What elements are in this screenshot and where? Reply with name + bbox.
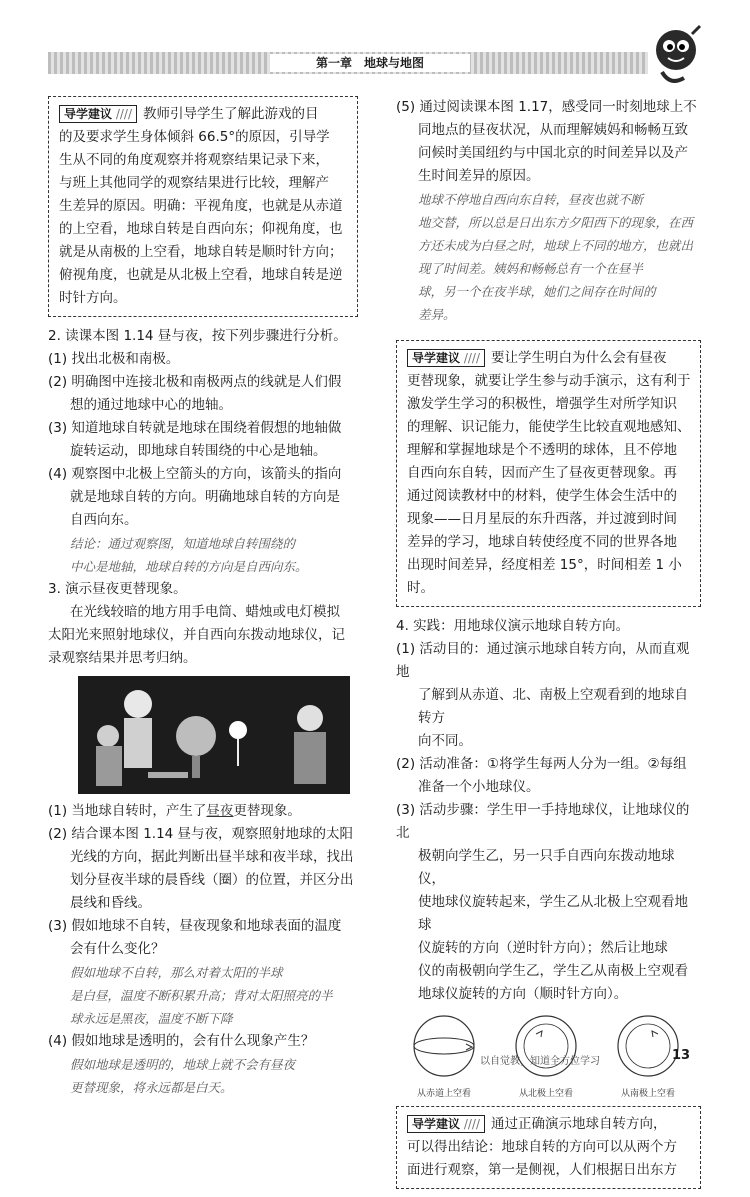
q3-line: 在光线较暗的地方用手电筒、蜡烛或电灯模拟 [70, 604, 340, 620]
step-line: (1) 找出北极和南极。 [48, 351, 180, 367]
guide-label: 导学建议 //// [59, 105, 137, 123]
step-line: 自西向东。 [70, 512, 138, 528]
handwritten-answer: 地球不停地自西向东自转，昼夜也就不断 [418, 192, 644, 207]
q5-line: 生时间差异的原因。 [418, 168, 540, 184]
mascot-icon [648, 20, 708, 90]
handwritten-answer: 结论：通过观察图，知道地球自转围绕的 [70, 536, 296, 551]
handwritten-answer: 地交替，所以总是日出东方夕阳西下的现象，在西 [418, 215, 694, 230]
question-4-title: 4. 实践：用地球仪演示地球自转方向。 [396, 618, 630, 634]
guide-text-line: 可以得出结论：地球自转的方向可以从两个方 [407, 1139, 677, 1155]
handwritten-answer: 方还未成为白昼之时，地球上不同的地方，也就出 [418, 238, 694, 253]
step-line: (2) 明确图中连接北极和南极两点的线就是人们假 [48, 374, 342, 390]
q4-line: 向不同。 [418, 733, 472, 749]
handwritten-answer: 差异。 [418, 307, 456, 322]
guide-box-3 [396, 1106, 701, 1189]
guide-label: 导学建议 //// [407, 349, 485, 367]
globe-south-pole-view [618, 1016, 678, 1076]
guide-label: 导学建议 //// [407, 1115, 485, 1133]
q3-sub2-line: 光线的方向，据此判断出昼半球和夜半球，找出 [70, 849, 354, 865]
q4-line: 使地球仪旋转起来，学生乙从北极上空观看地球 [418, 894, 688, 933]
handwritten-answer: 球，另一个在夜半球，她们之间存在时间的 [418, 284, 656, 299]
q5-line: (5) 通过阅读课本图 1.17，感受同一时刻地球上不 [396, 99, 697, 115]
step-line: 想的通过地球中心的地轴。 [70, 397, 232, 413]
guide-text-line: 通过正确演示地球自转方向， [491, 1116, 667, 1132]
guide-text-line: 差异的学习，地球自转使经度不同的世界各地 [407, 534, 677, 550]
guide-box-2 [396, 340, 701, 607]
guide-text-line: 时针方向。 [59, 290, 127, 306]
q3-sub2-line: (2) 结合课本图 1.14 昼与夜，观察照射地球的太阳 [48, 826, 354, 842]
q5-line: 同地点的昼夜状况，从而理解姨妈和畅畅互致 [418, 122, 688, 138]
guide-text-line: 理解和掌握地球是个不透明的球体，且不停地 [407, 442, 677, 458]
guide-text-line: 自西向东自转，因而产生了昼夜更替现象。再 [407, 465, 677, 481]
q3-line: 录观察结果并思考归纳。 [48, 650, 197, 666]
guide-box-1 [48, 96, 358, 317]
guide-text-line: 出现时间差异，经度相差 15°，时间相差 1 小时。 [407, 557, 682, 596]
globe-caption: 从南极上空看 [620, 1089, 676, 1099]
handwritten-answer: 假如地球是透明的，地球上就不会有昼夜 [70, 1057, 296, 1072]
guide-text-line: 的上空看，地球自转是自西向东；仰视角度，也 [59, 221, 343, 237]
q3-sub2-line: 晨线和昏线。 [70, 895, 151, 911]
globe-caption: 从赤道上空看 [416, 1089, 472, 1099]
question-3-title: 3. 演示昼夜更替现象。 [48, 581, 187, 597]
page-number: 13 [672, 1048, 691, 1063]
q3-sub2-line: 划分昼夜半球的晨昏线（圈）的位置，并区分出 [70, 872, 354, 888]
guide-text-line: 生差异的原因。明确：平视角度，也就是从赤道 [59, 198, 343, 214]
q3-sub1-text: (1) 当地球自转时，产生了 [48, 803, 207, 819]
guide-text-line: 生从不同的角度观察并将观察结果记录下来， [59, 152, 329, 168]
q3-line: 太阳光来照射地球仪，并自西向东拨动地球仪，记 [48, 627, 345, 643]
q3-sub4-line: (4) 假如地球是透明的，会有什么现象产生？ [48, 1033, 315, 1049]
guide-text-line: 更替现象，就要让学生参与动手演示，这有利于 [407, 373, 691, 389]
q4-line: (3) 活动步骤：学生甲一手持地球仪，让地球仪的北 [396, 802, 690, 841]
globe-equator-view [414, 1016, 474, 1076]
q4-line: 了解到从赤道、北、南极上空观看到的地球自转方 [418, 687, 688, 726]
right-column [396, 96, 701, 1197]
q3-sub1-text-end: 更替现象。 [233, 803, 301, 819]
footer-text: 以自觉教，知道全方位学习 [480, 1056, 600, 1067]
handwritten-answer: 球永远是黑夜，温度不断下降 [70, 1011, 233, 1026]
guide-text-line: 的理解、识记能力，能使学生比较直观地感知、 [407, 419, 691, 435]
guide-text-line: 教师引导学生了解此游戏的目 [143, 106, 319, 122]
q4-line: 地球仪旋转的方向（顺时针方向）。 [418, 986, 628, 1002]
globe-caption: 从北极上空看 [518, 1089, 574, 1099]
q4-line: 准备一个小地球仪。 [418, 779, 540, 795]
q4-line: 极朝向学生乙，另一只手自西向东拨动地球仪， [418, 848, 675, 887]
q4-line: 仪的南极朝向学生乙，学生乙从南极上空观看 [418, 963, 688, 979]
q4-line: 仪旋转的方向（逆时针方向）；然后让地球 [418, 940, 668, 956]
classroom-illustration [78, 676, 350, 794]
guide-text-line: 面进行观察，第一是侧视，人们根据日出东方 [407, 1162, 677, 1178]
q4-line: (1) 活动目的：通过演示地球自转方向，从而直观地 [396, 641, 690, 680]
question-2-title: 2. 读课本图 1.14 昼与夜，按下列步骤进行分析。 [48, 328, 347, 344]
step-line: (3) 知道地球自转就是地球在围绕着假想的地轴做 [48, 420, 342, 436]
step-line: 就是地球自转的方向。明确地球自转的方向是 [70, 489, 340, 505]
q3-sub3-line: 会有什么变化？ [70, 941, 165, 957]
q3-sub3-line: (3) 假如地球不自转，昼夜现象和地球表面的温度 [48, 918, 342, 934]
guide-text-line: 就是从南极的上空看，地球自转是顺时针方向； [59, 244, 343, 260]
guide-text-line: 现象——日月星辰的东升西落，并过渡到时间 [407, 511, 677, 527]
guide-text-line: 的及要求学生身体倾斜 66.5°的原因，引导学 [59, 129, 330, 145]
guide-text-line: 与班上其他同学的观察结果进行比较，理解产 [59, 175, 329, 191]
step-line: 旋转运动，即地球自转围绕的中心是地轴。 [70, 443, 327, 459]
step-line: (4) 观察图中北极上空箭头的方向，该箭头的指向 [48, 466, 342, 482]
handwritten-answer: 假如地球不自转，那么对着太阳的半球 [70, 965, 283, 980]
left-column [48, 96, 358, 1099]
chapter-title: 第一章 地球与地图 [270, 54, 470, 72]
guide-text-line: 激发学生学习的积极性，增强学生对所学知识 [407, 396, 677, 412]
guide-text-line: 俯视角度，也就是从北极上空看，地球自转是逆 [59, 267, 343, 283]
guide-text-line: 要让学生明白为什么会有昼夜 [491, 350, 667, 366]
q4-line: (2) 活动准备：①将学生每两人分为一组。②每组 [396, 756, 687, 772]
handwritten-answer: 中心是地轴，地球自转的方向是自西向东。 [70, 559, 308, 574]
handwritten-answer: 更替现象，将永远都是白天。 [70, 1080, 233, 1095]
handwritten-answer: 现了时间差。姨妈和畅畅总有一个在昼半 [418, 261, 644, 276]
q3-sub1-answer: 昼夜 [206, 803, 234, 819]
handwritten-answer: 是白昼，温度不断积累升高；背对太阳照亮的半 [70, 988, 333, 1003]
q5-line: 问候时美国纽约与中国北京的时间差异以及产 [418, 145, 688, 161]
guide-text-line: 通过阅读教材中的材料，使学生体会生活中的 [407, 488, 677, 504]
